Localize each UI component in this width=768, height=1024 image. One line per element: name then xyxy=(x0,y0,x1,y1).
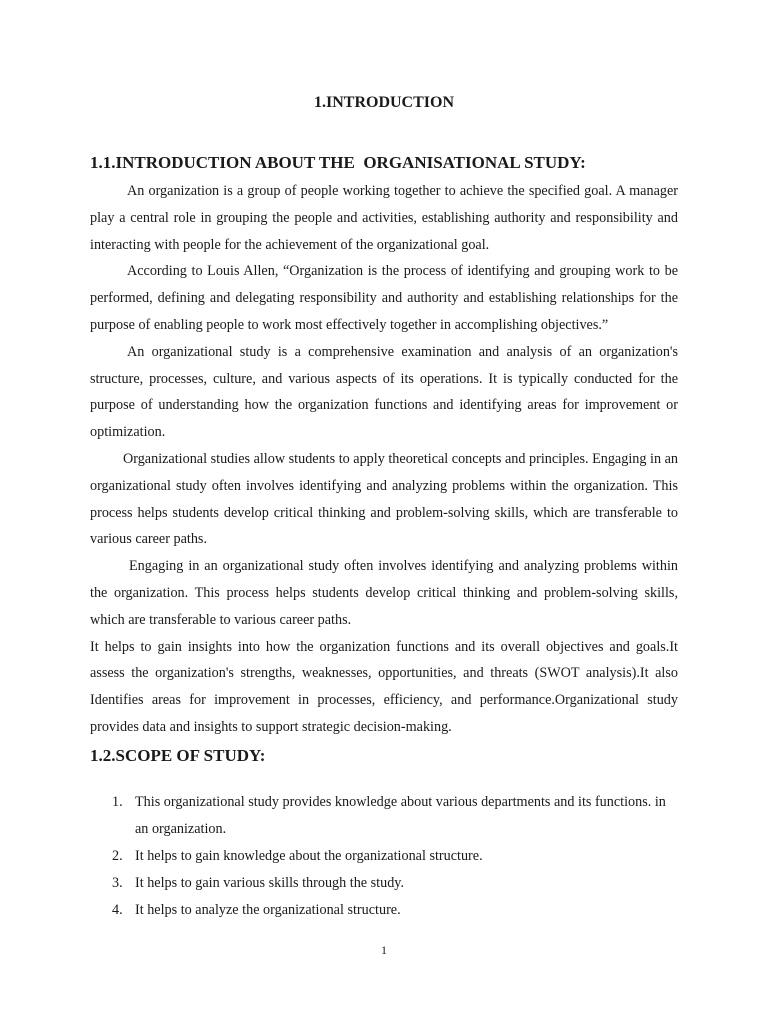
scope-list xyxy=(90,789,678,924)
list-item-number: 1. xyxy=(112,794,123,810)
list-item-text: It helps to gain knowledge about the organizational structure. xyxy=(135,848,483,864)
list-item-number: 2. xyxy=(112,848,123,864)
page-title: 1.INTRODUCTION xyxy=(313,94,454,111)
paragraph-insights-swot: It helps to gain insights into how the organization functions and its overall objectives and goals.It assess the organization's strengths, weaknesses, opportunities, and threats (SWOT analysis).It also Identifies areas for improvement in processes, efficiency, and performance.Organizational study provides data and insights to support strategic decision-making. xyxy=(90,638,678,735)
document-page xyxy=(90,0,678,1024)
paragraph-organizational-studies-students: Organizational studies allow students to apply theoretical concepts and principles. Engaging in an organizational study often involves identifying and analyzing problems within the organization. This process helps students develop critical thinking and problem-solving skills, which are transferable to various career paths. xyxy=(90,450,678,548)
list-item-text: This organizational study provides knowledge about various departments and its functions. in an organization. xyxy=(135,794,666,837)
introduction-body xyxy=(90,178,678,741)
section-heading-scope: 1.2.SCOPE OF STUDY: xyxy=(90,746,266,765)
paragraph-organizational-study: An organizational study is a comprehensive examination and analysis of an organization's structure, processes, culture, and various aspects of its operations. It is typically conducted for the purpose of understanding how the organization functions and identifying areas for improvement or optimization. xyxy=(90,343,678,441)
list-item-number: 4. xyxy=(112,902,123,918)
list-item xyxy=(90,843,678,870)
list-item-number: 3. xyxy=(112,875,123,891)
list-item-text: It helps to gain various skills through the study. xyxy=(135,875,405,891)
list-item-text: It helps to analyze the organizational structure. xyxy=(135,902,401,918)
paragraph-organization-definition: An organization is a group of people working together to achieve the specified goal. A manager play a central role in grouping the people and activities, establishing authority and responsibility and interacting with people for the achievement of the organizational goal. xyxy=(90,183,678,253)
list-item xyxy=(90,897,678,924)
paragraph-louis-allen-quote: According to Louis Allen, “Organization is the process of identifying and grouping work to be performed, defining and delegating responsibility and authority and establishing relationships for the purpose of enabling people to work most effectively together in accomplishing objectives.” xyxy=(90,263,678,333)
list-item xyxy=(90,789,678,843)
page-number: 1 xyxy=(381,943,387,957)
list-item xyxy=(90,870,678,897)
section-heading-introduction: 1.1.INTRODUCTION ABOUT THE ORGANISATIONAL STUDY: xyxy=(90,153,586,172)
paragraph-engaging-study: Engaging in an organizational study often involves identifying and analyzing problems within the organization. This process helps students develop critical thinking and problem-solving skills, which are transferable to various career paths. xyxy=(90,558,678,628)
